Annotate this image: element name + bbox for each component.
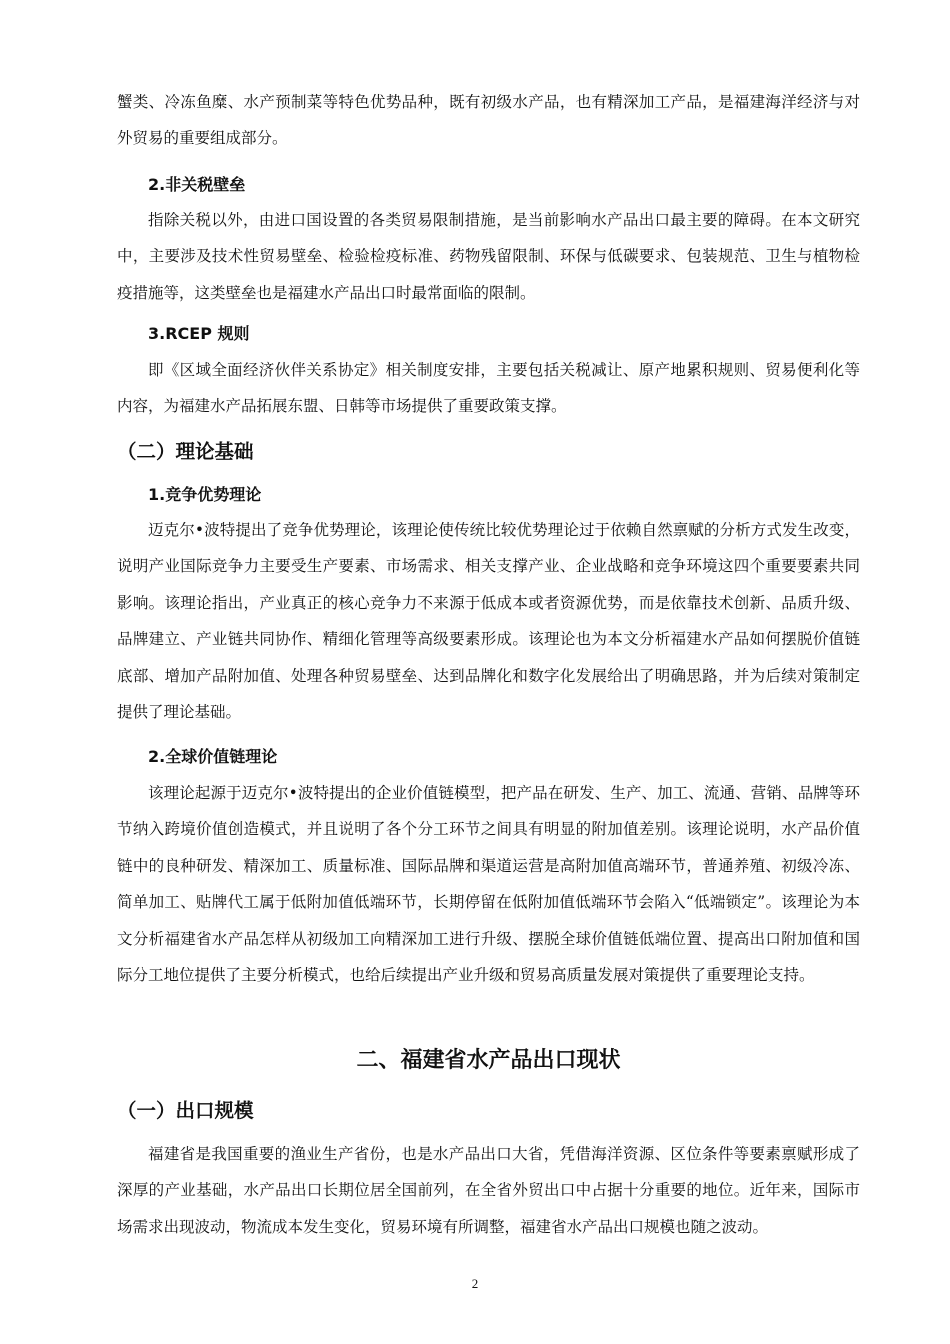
- paragraph-export-scale: 福建省是我国重要的渔业生产省份，也是水产品出口大省，凭借海洋资源、区位条件等要素禀赋形成了深厚的产业基础，水产品出口长期位居全国前列，在全省外贸出口中占据十分重要的地位。近年来，国际市场需求出现波动，物流成本发生变化，贸易环境有所调整，福建省水产品出口规模也随之波动。: [117, 1145, 860, 1236]
- heading-rcep-rules: 3.RCEP 规则: [148, 324, 250, 343]
- heading-global-value-chain-theory: 2.全球价值链理论: [148, 747, 278, 766]
- heading-export-scale: （一）出口规模: [117, 1099, 254, 1122]
- chapter-title-export-status: 二、福建省水产品出口现状: [356, 1048, 621, 1073]
- heading-theoretical-basis: （二）理论基础: [117, 440, 254, 463]
- heading-competitive-advantage-theory: 1.竞争优势理论: [148, 485, 262, 504]
- paragraph-rcep-rules: 即《区域全面经济伙伴关系协定》相关制度安排，主要包括关税减让、原产地累积规则、贸易便利化等内容，为福建水产品拓展东盟、日韩等市场提供了重要政策支撑。: [117, 361, 860, 416]
- paragraph-intro-continuation: 蟹类、冷冻鱼糜、水产预制菜等特色优势品种，既有初级水产品，也有精深加工产品，是福建海洋经济与对外贸易的重要组成部分。: [117, 93, 860, 148]
- paragraph-non-tariff-barriers: 指除关税以外，由进口国设置的各类贸易限制措施，是当前影响水产品出口最主要的障碍。在本文研究中，主要涉及技术性贸易壁垒、检验检疫标准、药物残留限制、环保与低碳要求、包装规范、卫生与植物检疫措施等，这类壁垒也是福建水产品出口时最常面临的限制。: [117, 211, 860, 302]
- page-number: 2: [471, 1276, 479, 1291]
- paragraph-competitive-advantage-theory: 迈克尔•波特提出了竞争优势理论，该理论使传统比较优势理论过于依赖自然禀赋的分析方式发生改变，说明产业国际竞争力主要受生产要素、市场需求、相关支撑产业、企业战略和竞争环境这四个重要要素共同影响。该理论指出，产业真正的核心竞争力不来源于低成本或者资源优势，而是依靠技术创新、品质升级、品牌建立、产业链共同协作、精细化管理等高级要素形成。该理论也为本文分析福建水产品如何摆脱价值链底部、增加产品附加值、处理各种贸易壁垒、达到品牌化和数字化发展给出了明确思路，并为后续对策制定提供了理论基础。: [117, 521, 860, 722]
- paragraph-global-value-chain-theory: 该理论起源于迈克尔•波特提出的企业价值链模型，把产品在研发、生产、加工、流通、营销、品牌等环节纳入跨境价值创造模式，并且说明了各个分工环节之间具有明显的附加值差别。该理论说明，水产品价值链中的良种研发、精深加工、质量标准、国际品牌和渠道运营是高附加值高端环节，普通养殖、初级冷冻、简单加工、贴牌代工属于低附加值低端环节，长期停留在低附加值低端环节会陷入“低端锁定”。该理论为本文分析福建省水产品怎样从初级加工向精深加工进行升级、摆脱全球价值链低端位置、提高出口附加值和国际分工地位提供了主要分析模式，也给后续提出产业升级和贸易高质量发展对策提供了重要理论支持。: [117, 784, 860, 985]
- heading-non-tariff-barriers: 2.非关税壁垒: [148, 175, 246, 194]
